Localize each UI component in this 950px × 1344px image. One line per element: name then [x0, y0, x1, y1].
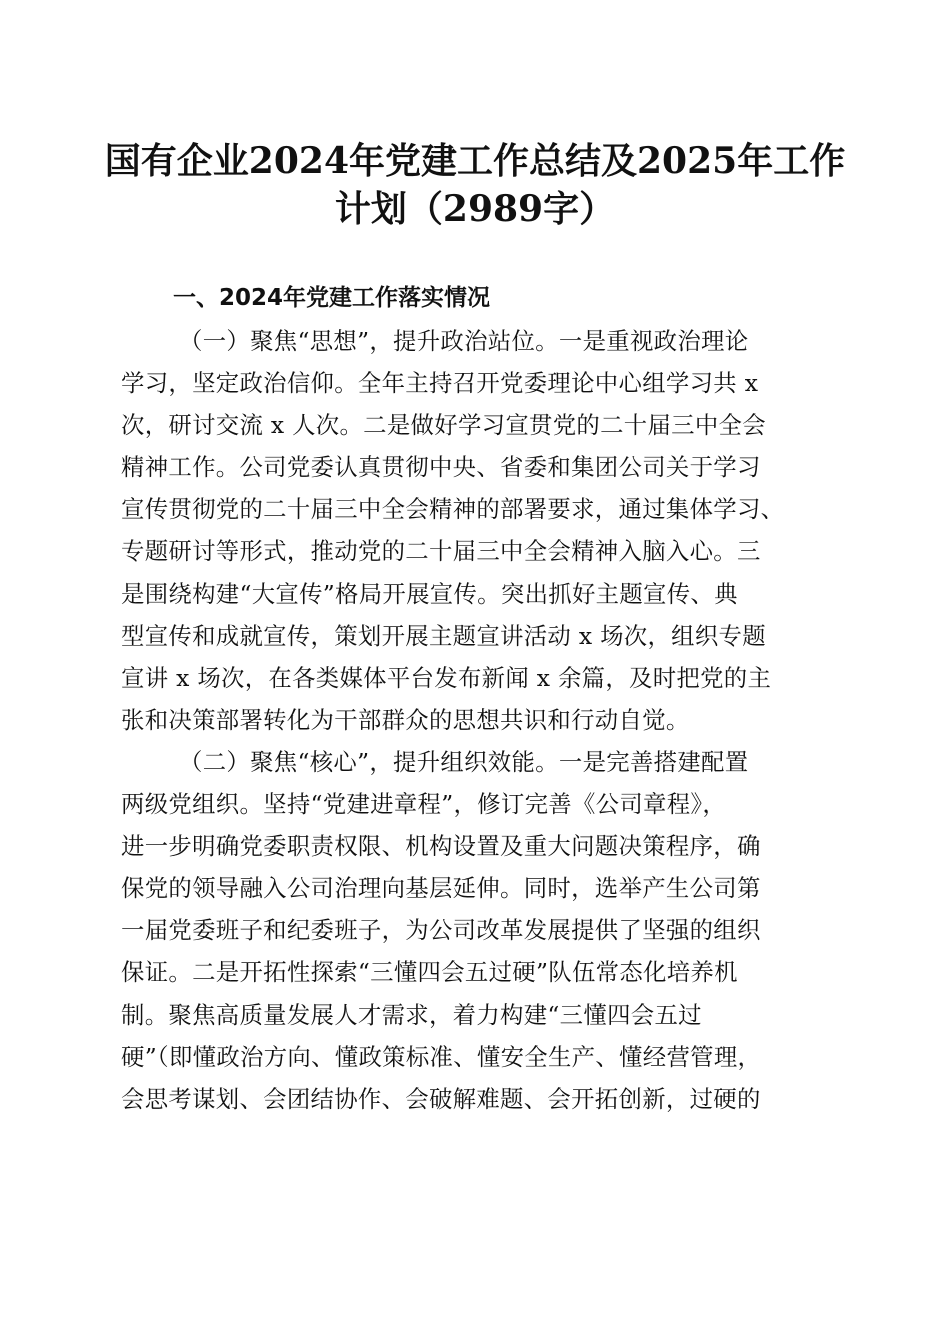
title-line-1: 国有企业2024年党建工作总结及2025年工作	[104, 140, 846, 182]
document-title	[100, 137, 850, 233]
paragraph-line: 保党的领导融入公司治理向基层延伸。同时，选举产生公司第	[121, 874, 761, 903]
paragraph-line: （一）聚焦“思想”，提升政治站位。一是重视政治理论	[179, 327, 749, 355]
paragraph-2	[121, 741, 831, 1120]
paragraph-line: 一届党委班子和纪委班子，为公司改革发展提供了坚强的组织	[121, 916, 761, 945]
paragraph-line: 会思考谋划、会团结协作、会破解难题、会开拓创新，过硬的	[121, 1084, 761, 1113]
section-heading: 一、2024年党建工作落实情况	[173, 285, 491, 311]
paragraph-line: 制。聚焦高质量发展人才需求，着力构建“三懂四会五过	[121, 1000, 702, 1029]
title-line-2: 计划（2989字）	[334, 188, 616, 230]
paragraph-line: 是围绕构建“大宣传”格局开展宣传。突出抓好主题宣传、典	[121, 579, 738, 608]
paragraph-line: 次，研讨交流 x 人次。二是做好学习宣贯党的二十届三中全会	[121, 411, 766, 440]
paragraph-line: 两级党组织。坚持“党建进章程”，修订完善《公司章程》，	[121, 790, 727, 819]
paragraph-line: 宣讲 x 场次，在各类媒体平台发布新闻 x 余篇，及时把党的主	[121, 663, 772, 692]
paragraph-line: 宣传贯彻党的二十届三中全会精神的部署要求，通过集体学习、	[121, 495, 785, 524]
paragraph-line: 张和决策部署转化为干部群众的思想共识和行动自觉。	[121, 705, 690, 734]
paragraph-line: 型宣传和成就宣传，策划开展主题宣讲活动 x 场次，组织专题	[121, 621, 766, 650]
paragraph-line: 硬”（即懂政治方向、懂政策标准、懂安全生产、懂经营管理，	[121, 1042, 762, 1071]
paragraph-line: （二）聚焦“核心”，提升组织效能。一是完善搭建配置	[179, 748, 749, 776]
paragraph-line: 专题研讨等形式，推动党的二十届三中全会精神入脑入心。三	[121, 537, 761, 566]
paragraph-line: 学习，坚定政治信仰。全年主持召开党委理论中心组学习共 x	[121, 369, 759, 398]
paragraph-line: 保证。二是开拓性探索“三懂四会五过硬”队伍常态化培养机	[121, 958, 738, 987]
paragraph-line: 精神工作。公司党委认真贯彻中央、省委和集团公司关于学习	[121, 453, 761, 482]
paragraph-line: 进一步明确党委职责权限、机构设置及重大问题决策程序，确	[121, 832, 761, 861]
paragraph-1	[121, 320, 831, 741]
